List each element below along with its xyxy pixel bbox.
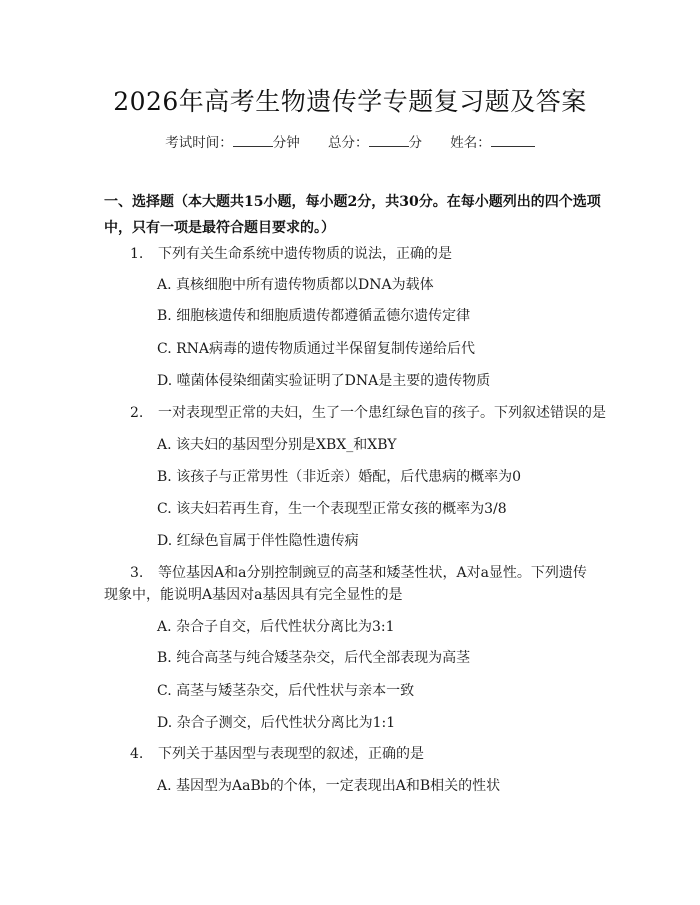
question-stem: 等位基因A和a分别控制豌豆的高茎和矮茎性状，A对a显性。下列遗传 — [158, 565, 587, 581]
question-3-stem-continued: 现象中，能说明A基因对a基因具有完全显性的是 — [104, 587, 403, 603]
time-label: 考试时间： — [165, 135, 233, 151]
question-2 — [130, 403, 606, 423]
time-unit: 分钟 — [272, 135, 300, 151]
question-1-option-d: D. 噬菌体侵染细菌实验证明了DNA是主要的遗传物质 — [157, 373, 491, 389]
name-blank — [491, 134, 535, 147]
question-1 — [130, 244, 452, 264]
question-3-option-c: C. 高茎与矮茎杂交，后代性状与亲本一致 — [157, 683, 415, 699]
question-4 — [130, 744, 424, 764]
name-field — [450, 135, 535, 151]
time-field — [165, 135, 300, 151]
question-2-option-d: D. 红绿色盲属于伴性隐性遗传病 — [157, 533, 359, 549]
question-stem: 一对表现型正常的夫妇，生了一个患红绿色盲的孩子。下列叙述错误的是 — [158, 405, 606, 421]
question-3 — [130, 563, 587, 583]
question-stem: 下列关于基因型与表现型的叙述，正确的是 — [158, 746, 424, 762]
question-number: 2. — [130, 405, 144, 421]
score-field — [328, 135, 422, 151]
score-unit: 分 — [408, 135, 422, 151]
question-1-option-c: C. RNA病毒的遗传物质通过半保留复制传递给后代 — [157, 341, 476, 357]
question-4-option-a: A. 基因型为AaBb的个体，一定表现出A和B相关的性状 — [157, 778, 501, 794]
question-number: 1. — [130, 246, 144, 262]
question-2-option-b: B. 该孩子与正常男性（非近亲）婚配，后代患病的概率为0 — [157, 469, 522, 485]
exam-meta — [0, 131, 700, 151]
question-stem: 下列有关生命系统中遗传物质的说法，正确的是 — [158, 246, 452, 262]
question-1-option-b: B. 细胞核遗传和细胞质遗传都遵循孟德尔遗传定律 — [157, 308, 471, 324]
section-heading: 一、选择题（本大题共15小题，每小题2分，共30分。在每小题列出的四个选项中，只有一项是最符合题目要求的。） — [104, 194, 601, 236]
score-blank — [369, 134, 409, 147]
question-3-option-b: B. 纯合高茎与纯合矮茎杂交，后代全部表现为高茎 — [157, 650, 471, 666]
page-title: 2026年高考生物遗传学专题复习题及答案 — [113, 87, 587, 116]
question-1-option-a: A. 真核细胞中所有遗传物质都以DNA为载体 — [157, 277, 434, 293]
question-2-option-c: C. 该夫妇若再生育，生一个表现型正常女孩的概率为3/8 — [157, 501, 507, 517]
time-blank — [233, 134, 273, 147]
question-3-option-a: A. 杂合子自交，后代性状分离比为3:1 — [157, 619, 395, 635]
question-2-option-a: A. 该夫妇的基因型分别是XBX_和XBY — [157, 437, 397, 453]
question-3-option-d: D. 杂合子测交，后代性状分离比为1:1 — [157, 715, 396, 731]
question-number: 3. — [130, 565, 144, 581]
score-label: 总分： — [328, 135, 369, 151]
question-number: 4. — [130, 746, 144, 762]
name-label: 姓名： — [450, 135, 491, 151]
